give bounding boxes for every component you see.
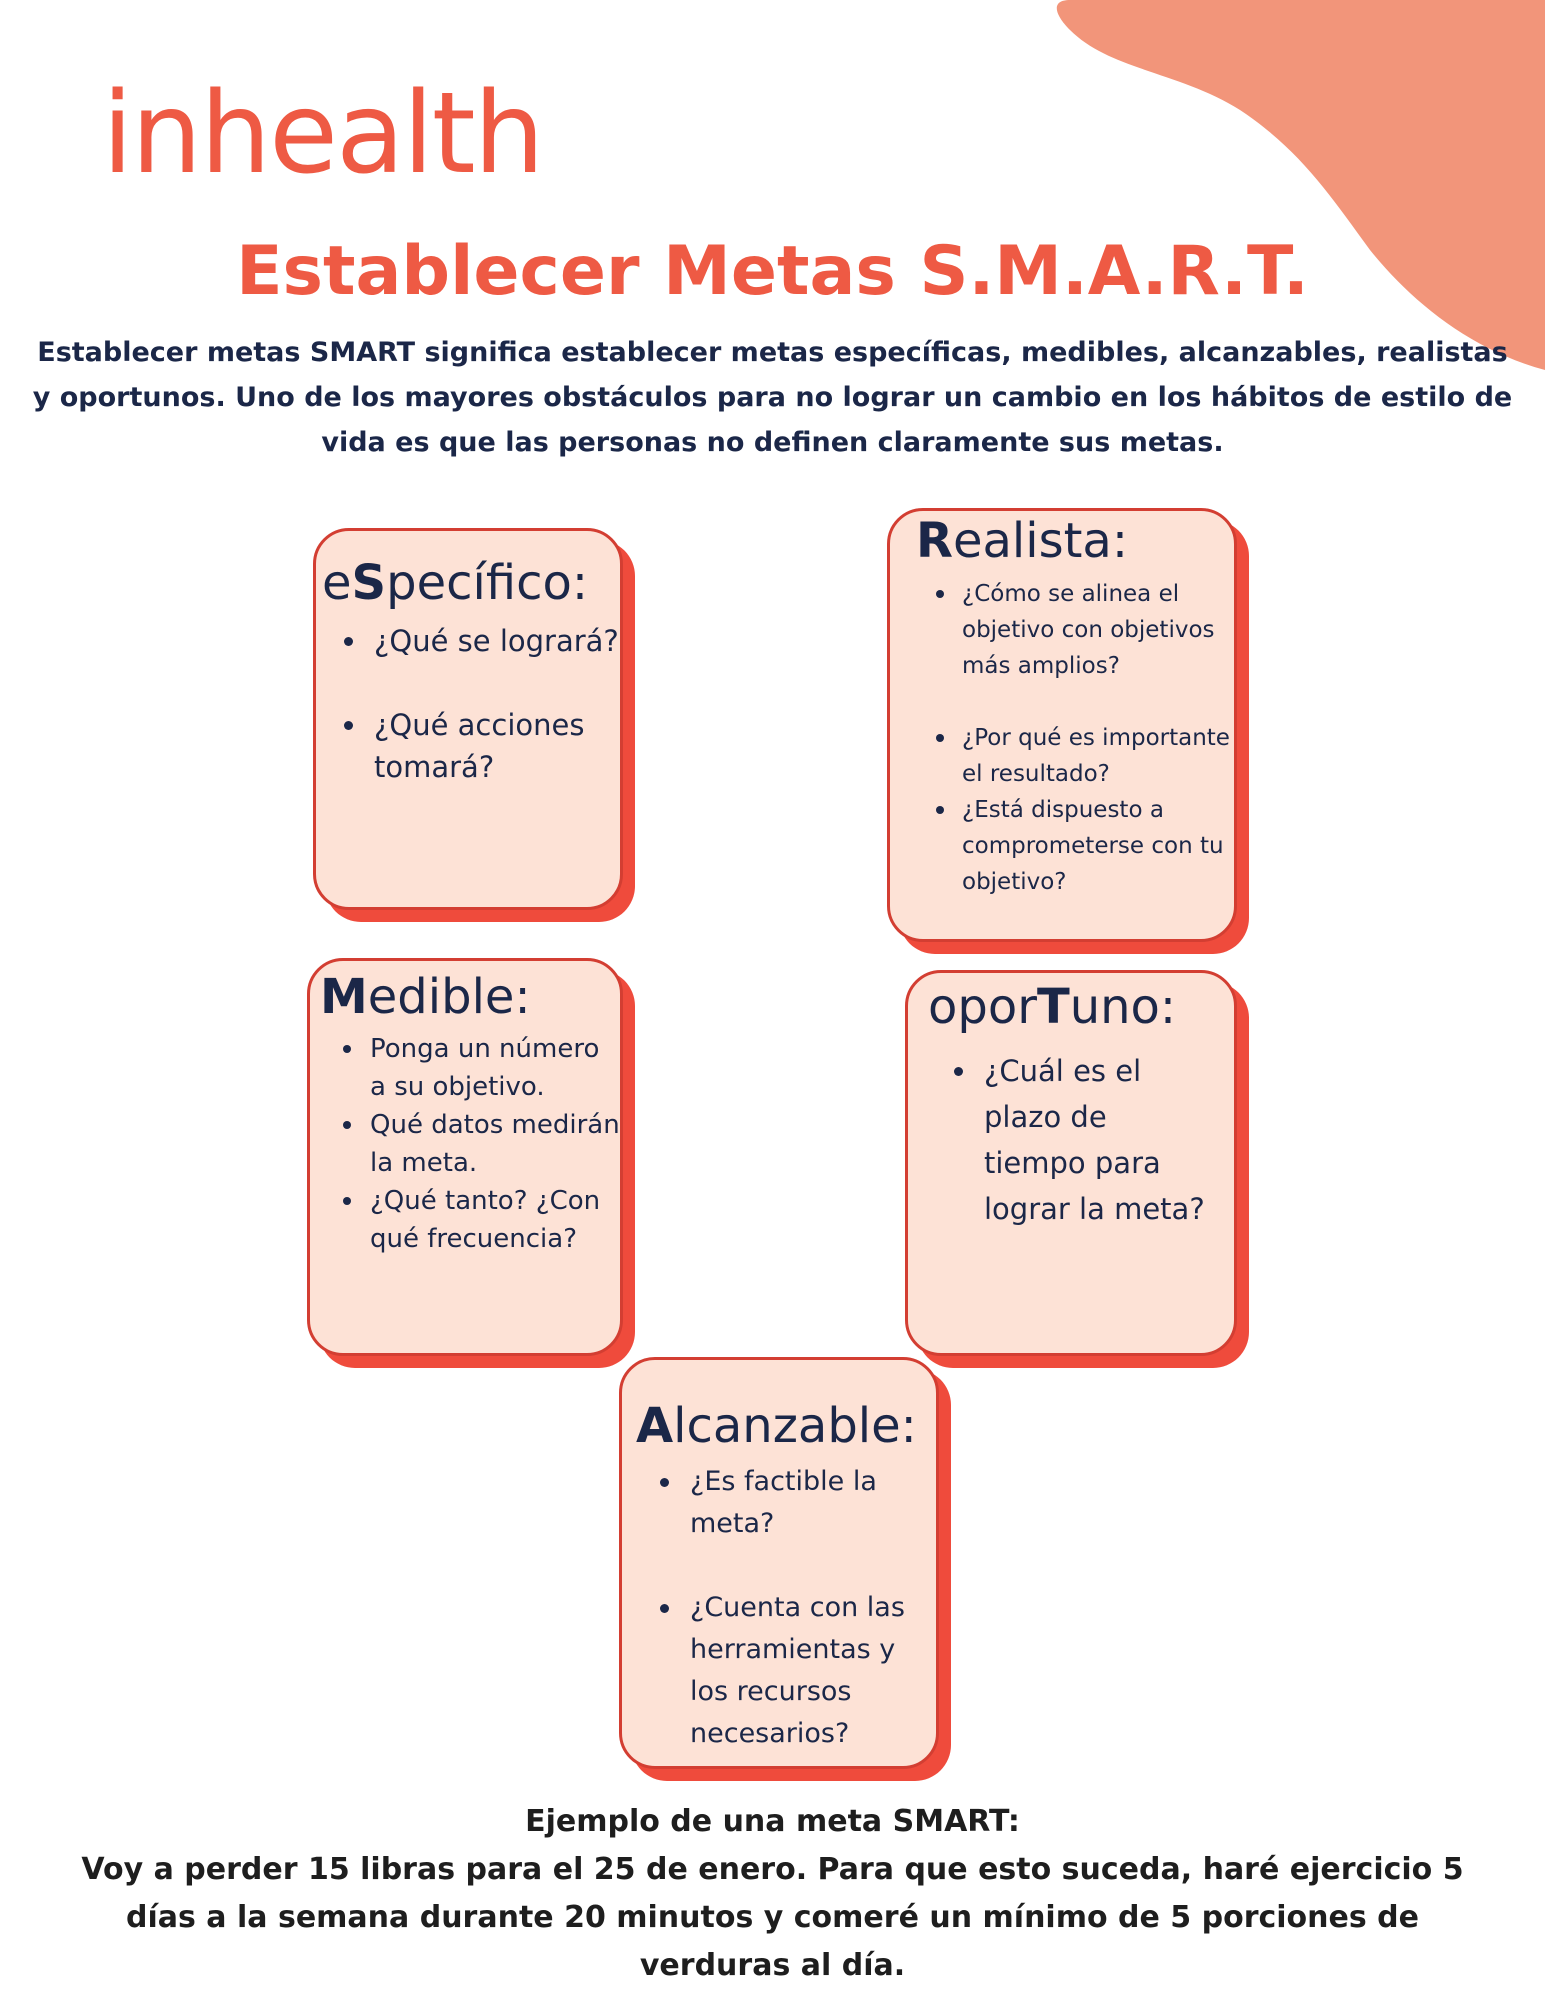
card-body [619, 1357, 939, 1769]
card-alcanzable [619, 1357, 939, 1769]
card-medible [307, 958, 623, 1356]
card-oportuno [905, 970, 1237, 1356]
list-item: ¿Qué acciones tomará? [374, 704, 620, 788]
card-title: oporTuno: [928, 979, 1177, 1035]
card-title: eSpecífico: [322, 555, 588, 611]
card-list [890, 576, 1234, 900]
card-body [887, 508, 1237, 942]
card-title: Alcanzable: [636, 1398, 917, 1454]
card-title: Realista: [916, 513, 1128, 569]
card-title: Medible: [320, 969, 531, 1025]
card-body [905, 970, 1237, 1356]
list-item: Ponga un número a su objetivo. [370, 1030, 620, 1106]
card-specifico [313, 528, 623, 910]
list-item: ¿Qué tanto? ¿Con qué frecuencia? [370, 1182, 620, 1258]
card-realista [887, 508, 1237, 942]
example-heading: Ejemplo de una meta SMART: [525, 1804, 1020, 1839]
list-item: ¿Cuenta con las herramientas y los recursos necesarios? [690, 1587, 922, 1755]
intro-paragraph: Establecer metas SMART significa establecer metas específicas, medibles, alcanzables, realistas y oportunos. Uno de los mayores obstáculos para no lograr un cambio en los hábitos de estilo de vida es que las personas no definen claramente sus metas. [32, 337, 1513, 458]
list-item: Qué datos medirán la meta. [370, 1106, 620, 1182]
decorative-blob [1040, 0, 1545, 380]
page-title: Establecer Metas S.M.A.R.T. [236, 232, 1309, 311]
list-item: ¿Cómo se alinea el objetivo con objetivos más amplios? [962, 576, 1234, 684]
card-body [307, 958, 623, 1356]
inhealth-logo: inhealth [102, 69, 543, 199]
card-list [310, 1030, 620, 1258]
smart-goal-example [60, 1798, 1485, 1990]
list-item: ¿Qué se logrará? [374, 620, 620, 662]
card-list [622, 1461, 936, 1755]
card-list [316, 620, 620, 788]
example-text: Voy a perder 15 libras para el 25 de enero. Para que esto suceda, haré ejercicio 5 días a la semana durante 20 minutos y comeré un mínimo de 5 porciones de verduras al día. [81, 1852, 1464, 1983]
list-item: ¿Es factible la meta? [690, 1461, 922, 1545]
card-body [313, 528, 623, 910]
list-item: ¿Cuál es el plazo de tiempo para lograr la meta? [984, 1048, 1214, 1232]
list-item: ¿Está dispuesto a comprometerse con tu objetivo? [962, 792, 1234, 900]
card-list [908, 1048, 1234, 1232]
list-item: ¿Por qué es importante el resultado? [962, 720, 1234, 792]
